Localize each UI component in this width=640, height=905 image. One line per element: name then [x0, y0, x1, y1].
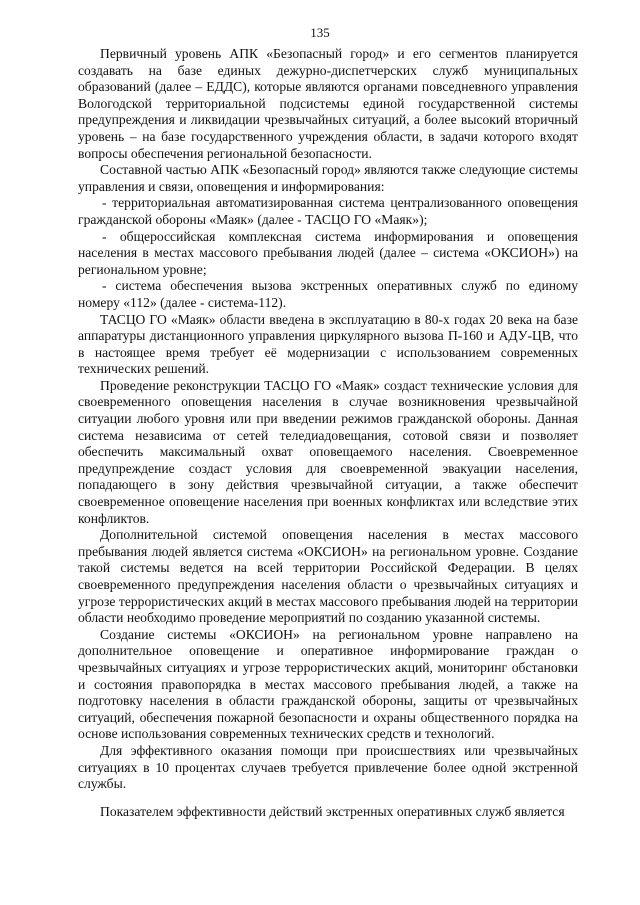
paragraph-reconstruction: Проведение реконструкции ТАСЦО ГО «Маяк» создаст технические условия для своевременного оповещения населения в случае возникновения чрезвычайной ситуации любого уровня или при введении режимов гражданской обороны. Данная система независима от сетей теледиадовещания, сотовой связи и позволяет обеспечить максимальный охват оповещаемого населения. Своевременное предупреждение создаст условия для своевременной эвакуации населения, попадающего в зону действия чрезвычайной ситуации, а также обеспечит своевременное оповещение населения при военных конфликтах или вследствие этих конфликтов.	[78, 377, 578, 526]
page-number: 135	[310, 25, 330, 40]
list-item-tasco: - территориальная автоматизированная система централизованного оповещения гражданской обороны «Маяк» (далее - ТАСЦО ГО «Маяк»);	[78, 195, 578, 227]
list-item-oksion: - общероссийская комплексная система информирования и оповещения населения в местах массового пребывания людей (далее – система «ОКСИОН») на региональном уровне;	[78, 228, 578, 277]
paragraph-indicator: Показателем эффективности действий экстренных оперативных служб является	[100, 803, 565, 819]
paragraph-primary-level: Первичный уровень АПК «Безопасный город» и его сегментов планируется создавать на базе единых дежурно-диспетчерских служб муниципальных образований (далее – ЕДДС), которые являются органами повседневного управления Вологодской территориальной подсистемы единой государственной системы предупреждения и ликвидации чрезвычайных ситуаций, а более высокий вторичный уровень – на базе государственного учреждения области, в задачи которого входят вопросы обеспечения региональной безопасности.	[78, 46, 578, 161]
paragraph-oksion-creation: Создание системы «ОКСИОН» на региональном уровне направлено на дополнительное оповещение и оперативное информирование граждан о чрезвычайных ситуациях и угрозе террористических акций, мониторинг обстановки и состояния правопорядка в местах массового пребывания людей, а также на подготовку населения в области гражданской обороны, защиты от чрезвычайных ситуаций, обеспечения пожарной безопасности и охраны общественного порядка на основе использования современных технических средств и технологий.	[78, 626, 578, 742]
document-body	[78, 46, 578, 820]
paragraph-efficiency: Для эффективного оказания помощи при происшествиях или чрезвычайных ситуациях в 10 процентах случаев требуется привлечение более одной экстренной службы.	[78, 742, 578, 792]
paragraph-tasco-history: ТАСЦО ГО «Маяк» области введена в эксплуатацию в 80-х годах 20 века на базе аппаратуры дистанционного управления циркулярного вызова П-160 и АДУ-ЦВ, что в настоящее время требует её модернизации с использованием современных технических решений.	[78, 311, 578, 377]
paragraph-systems-intro: Составной частью АПК «Безопасный город» являются также следующие системы управления и связи, оповещения и информирования:	[78, 162, 578, 194]
paragraph-oksion-additional: Дополнительной системой оповещения населения в местах массового пребывания людей является система «ОКСИОН» на региональном уровне. Создание такой системы ведется на всей территории Российской Федерации. В целях своевременного предупреждения населения области о чрезвычайных ситуациях и угрозе террористических акций в местах массового пребывания людей на территории области необходимо проведение мероприятий по созданию указанной системы.	[78, 527, 578, 626]
list-item-112: - система обеспечения вызова экстренных оперативных служб по единому номеру «112» (далее - система-112).	[78, 278, 578, 310]
